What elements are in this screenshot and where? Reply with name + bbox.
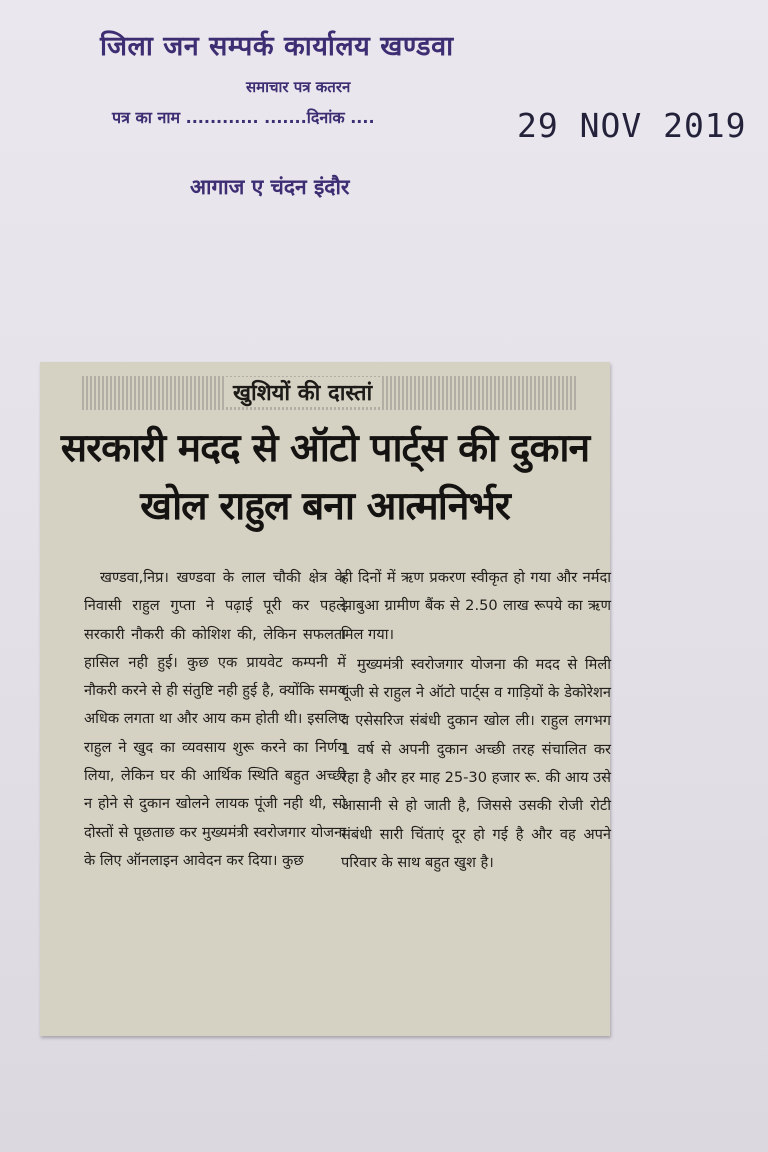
office-stamp-newspaper-label: पत्र का नाम ............ .......दिनांक ....	[112, 108, 375, 127]
article-paragraph: मुख्यमंत्री स्वरोजगार योजना की मदद से मिली पूंजी से राहुल ने ऑटो पार्ट्स व गाड़ियों के डेकोरेशन व एसेसरिज संबंधी दुकान खोल ली। राहुल लगभग 1 वर्ष से अपनी दुकान अच्छी तरह संचालित कर रहा है और हर माह 25-30 हजार रू. की आय उसे आसानी से हो जाती है, जिससे उसकी रोजी रोटी संबंधी सारी चिंताएं दूर हो गई है और वह अपने परिवार के साथ बहुत खुश है।	[341, 655, 611, 871]
newspaper-clipping	[40, 362, 610, 1036]
article-paragraph: खण्डवा,निप्र। खण्डवा के लाल चौकी क्षेत्र के निवासी राहुल गुप्ता ने पढ़ाई पूरी कर पहले सरकारी नौकरी की कोशिश की, लेकिन सफलता हासिल नही हुई। कुछ एक प्रायवेट कम्पनी में नौकरी करने से ही संतुष्टि नही हुई है, क्योंकि समय अधिक लगता था और आय कम होती थी। इसलिए राहुल ने खुद का व्यवसाय शुरू करने का निर्णय लिया, लेकिन घर की आर्थिक स्थिति बहुत अच्छी न होने से दुकान खोलने लायक पूंजी नही थी, सो दोस्तों से पूछताछ कर मुख्यमंत्री स्वरोजगार योजना के लिए ऑनलाइन आवेदन कर दिया। कुछ	[84, 569, 346, 869]
series-band	[82, 376, 578, 410]
newspaper-name: आगाज ए चंदन इंदौर	[190, 175, 350, 199]
office-stamp-title: जिला जन सम्पर्क कार्यालय खण्डवा	[100, 31, 454, 62]
article-column-right	[341, 564, 611, 877]
office-stamp-section: समाचार पत्र कतरन	[246, 78, 351, 96]
series-title: खुशियों की दास्तां	[225, 377, 380, 407]
article-column-left	[84, 564, 346, 875]
article-headline: सरकारी मदद से ऑटो पार्ट्स की दुकान खोल राहुल बना आत्मनिर्भर	[60, 426, 590, 529]
stamp-date: 29 NOV 2019	[517, 106, 747, 145]
article-paragraph: ही दिनों में ऋण प्रकरण स्वीकृत हो गया और नर्मदा झाबुआ ग्रामीण बैंक से 2.50 लाख रूपये का ऋण मिल गया।	[341, 569, 611, 643]
